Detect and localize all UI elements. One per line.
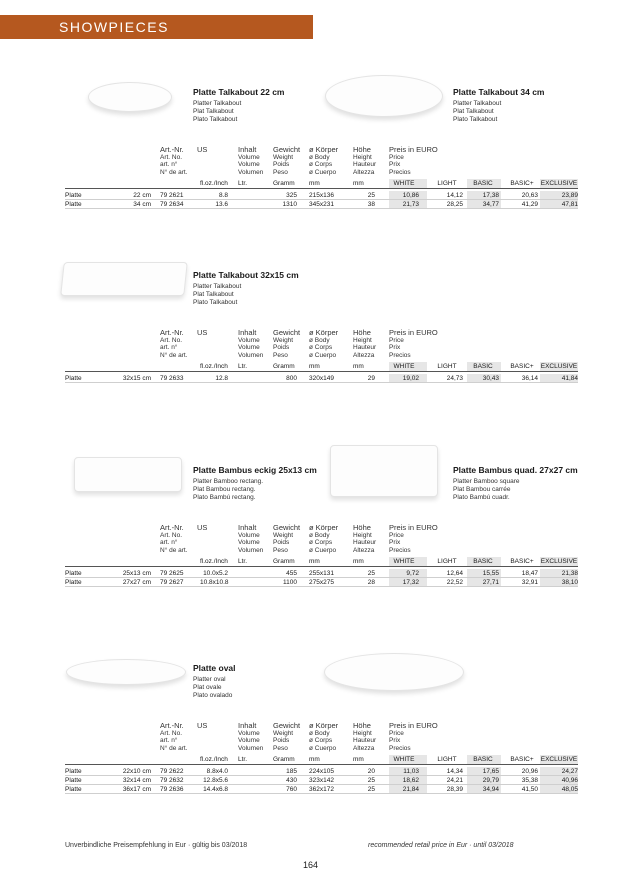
product-image-oval-large bbox=[324, 653, 464, 691]
unit-label: BASIC bbox=[473, 756, 493, 763]
column-header-gewicht: Weight bbox=[273, 531, 294, 539]
column-header-inhalt: Inhalt bbox=[238, 145, 257, 154]
column-header-art: Art.-Nr. bbox=[160, 145, 184, 154]
column-header-koerper: ø Body bbox=[309, 153, 330, 161]
column-header-gewicht: Weight bbox=[273, 729, 294, 737]
table-cell: 9,72 bbox=[406, 570, 419, 577]
table-cell: 20 bbox=[367, 768, 375, 775]
column-header-inhalt: Inhalt bbox=[238, 328, 257, 337]
table-row bbox=[65, 767, 578, 776]
product-image-talkabout-32x15 bbox=[60, 262, 188, 296]
column-header-koerper: ø Cuerpo bbox=[309, 744, 337, 752]
column-header-preis: Price bbox=[389, 531, 404, 539]
column-header-hoehe: Height bbox=[353, 153, 372, 161]
table-cell: 455 bbox=[286, 570, 297, 577]
table-cell: 12.8 bbox=[215, 375, 228, 382]
table-cell: 24,27 bbox=[561, 768, 578, 775]
product-title: Platte Talkabout 22 cm bbox=[193, 87, 285, 97]
column-header-art: Art. No. bbox=[160, 153, 183, 161]
table-cell: 1100 bbox=[283, 579, 297, 586]
column-header-hoehe: Altezza bbox=[353, 168, 375, 176]
column-header-preis: Precios bbox=[389, 546, 411, 554]
column-header-gewicht: Gewicht bbox=[273, 721, 301, 730]
column-header-inhalt: Inhalt bbox=[238, 721, 257, 730]
unit-label: Ltr. bbox=[238, 180, 248, 187]
column-header-hoehe: Hauteur bbox=[353, 161, 377, 168]
column-header-preis: Prix bbox=[389, 737, 401, 744]
unit-label: LIGHT bbox=[437, 756, 457, 763]
column-header-hoehe: Hauteur bbox=[353, 344, 377, 351]
column-header-preis: Price bbox=[389, 336, 404, 344]
table-cell: 325 bbox=[286, 192, 297, 199]
unit-label: mm bbox=[353, 363, 364, 370]
table-cell: 27x27 cm bbox=[122, 579, 151, 586]
table-row bbox=[65, 191, 578, 200]
column-header-hoehe: Height bbox=[353, 729, 372, 737]
table-cell: 36x17 cm bbox=[122, 786, 151, 793]
table-cell: 20,96 bbox=[521, 768, 538, 775]
product-subtitle: Plat Bambou rectang. bbox=[193, 486, 256, 493]
table-cell: 224x105 bbox=[309, 768, 334, 775]
table-cell: 41,29 bbox=[521, 201, 538, 208]
column-header-preis: Precios bbox=[389, 351, 411, 359]
unit-label: LIGHT bbox=[437, 363, 457, 370]
column-header-us: US bbox=[197, 328, 208, 337]
column-header-preis: Precios bbox=[389, 744, 411, 752]
table-cell: 10.0x5.2 bbox=[203, 570, 228, 577]
column-header-inhalt: Volume bbox=[238, 161, 260, 168]
column-header-inhalt: Volume bbox=[238, 344, 260, 351]
product-title: Platte Bambus quad. 27x27 cm bbox=[453, 465, 578, 475]
table-cell: 17,32 bbox=[402, 579, 419, 586]
table-cell: 800 bbox=[286, 375, 297, 382]
section-header bbox=[0, 15, 313, 39]
column-header-preis: Price bbox=[389, 729, 404, 737]
product-subtitle: Platter Talkabout bbox=[453, 100, 502, 107]
table-cell: 24,21 bbox=[446, 777, 463, 784]
table-cell: Platte bbox=[65, 192, 82, 199]
unit-label: WHITE bbox=[393, 180, 415, 187]
column-header-preis: Preis in EURO bbox=[389, 523, 438, 532]
table-cell: 79 2633 bbox=[160, 375, 184, 382]
product-subtitle: Platter oval bbox=[193, 676, 226, 683]
column-header-art: N° de art. bbox=[160, 744, 188, 752]
table-cell: 15,55 bbox=[482, 570, 499, 577]
column-header-preis: Preis in EURO bbox=[389, 328, 438, 337]
table-cell: 255x131 bbox=[309, 570, 334, 577]
table-cell: 79 2622 bbox=[160, 768, 184, 775]
unit-label: EXCLUSIVE bbox=[540, 180, 578, 187]
column-header-koerper: ø Cuerpo bbox=[309, 168, 337, 176]
column-header-us: US bbox=[197, 523, 208, 532]
table-cell: 18,47 bbox=[521, 570, 538, 577]
unit-label: mm bbox=[353, 180, 364, 187]
table-cell: 17,65 bbox=[482, 768, 499, 775]
table-cell: 34,77 bbox=[482, 201, 499, 208]
table-cell: 13.6 bbox=[215, 201, 228, 208]
column-header-gewicht: Gewicht bbox=[273, 145, 301, 154]
units-row bbox=[65, 362, 578, 372]
table-cell: 8.8x4.0 bbox=[206, 768, 228, 775]
product-title: Platte oval bbox=[193, 663, 236, 673]
table-cell: 21,38 bbox=[561, 570, 578, 577]
unit-label: EXCLUSIVE bbox=[540, 756, 578, 763]
unit-label: mm bbox=[309, 180, 320, 187]
unit-label: fl.oz./Inch bbox=[200, 558, 228, 565]
column-header-art: Art.-Nr. bbox=[160, 328, 184, 337]
table-cell: Platte bbox=[65, 570, 82, 577]
column-header-inhalt: Volume bbox=[238, 153, 260, 161]
table-cell: 41,50 bbox=[521, 786, 538, 793]
product-title: Platte Talkabout 34 cm bbox=[453, 87, 545, 97]
table-cell: 8.8 bbox=[218, 192, 228, 199]
table-cell: 22x10 cm bbox=[122, 768, 151, 775]
units-row bbox=[65, 557, 578, 567]
column-header-art: Art.-Nr. bbox=[160, 721, 184, 730]
column-header-hoehe: Höhe bbox=[353, 721, 371, 730]
column-header-gewicht: Gewicht bbox=[273, 523, 301, 532]
column-header-hoehe: Altezza bbox=[353, 744, 375, 752]
column-header-koerper: ø Cuerpo bbox=[309, 546, 337, 554]
product-image-bambus-rect bbox=[74, 457, 182, 492]
footer-price-note: Unverbindliche Preisempfehlung in Eur · gültig bis 03/2018 bbox=[65, 842, 248, 849]
column-header-preis: Prix bbox=[389, 344, 401, 351]
table-cell: 79 2625 bbox=[160, 570, 184, 577]
table-cell: 29 bbox=[367, 375, 375, 382]
column-header-gewicht: Peso bbox=[273, 744, 288, 752]
column-header-koerper: ø Body bbox=[309, 336, 330, 344]
column-header-inhalt: Volumen bbox=[238, 168, 264, 176]
table-cell: Platte bbox=[65, 786, 82, 793]
product-subtitle: Plat ovale bbox=[193, 684, 222, 691]
column-header-inhalt: Volumen bbox=[238, 351, 264, 359]
column-header-art: N° de art. bbox=[160, 351, 188, 359]
unit-label: Ltr. bbox=[238, 363, 248, 370]
column-header-preis: Price bbox=[389, 153, 404, 161]
product-image-oval-small bbox=[66, 659, 186, 685]
table-cell: 20,63 bbox=[521, 192, 538, 199]
table-cell: 79 2634 bbox=[160, 201, 184, 208]
unit-label: Gramm bbox=[273, 363, 295, 370]
column-header-koerper: ø Corps bbox=[309, 161, 333, 168]
unit-label: WHITE bbox=[393, 363, 415, 370]
table-cell: 28 bbox=[367, 579, 375, 586]
unit-label: LIGHT bbox=[437, 558, 457, 565]
product-subtitle: Plato ovalado bbox=[193, 692, 233, 699]
table-cell: 38 bbox=[367, 201, 375, 208]
table-cell: 14.4x6.8 bbox=[203, 786, 228, 793]
table-cell: 23,89 bbox=[561, 192, 578, 199]
column-header-art: Art. No. bbox=[160, 336, 183, 344]
column-header-art: Art. No. bbox=[160, 729, 183, 737]
table-cell: 21,84 bbox=[402, 786, 419, 793]
table-cell: 19,02 bbox=[402, 375, 419, 382]
table-cell: 12.8x5.6 bbox=[203, 777, 228, 784]
table-cell: 24,73 bbox=[446, 375, 463, 382]
product-subtitle: Plato Talkabout bbox=[453, 116, 498, 123]
column-header-gewicht: Peso bbox=[273, 168, 288, 176]
column-header-koerper: ø Corps bbox=[309, 539, 333, 546]
column-header-preis: Preis in EURO bbox=[389, 721, 438, 730]
column-header-preis: Prix bbox=[389, 161, 401, 168]
table-cell: 25 bbox=[367, 777, 375, 784]
table-cell: 47,81 bbox=[561, 201, 578, 208]
unit-label: Ltr. bbox=[238, 756, 248, 763]
table-cell: 185 bbox=[286, 768, 297, 775]
column-header-preis: Prix bbox=[389, 539, 401, 546]
table-cell: 28,39 bbox=[446, 786, 463, 793]
table-cell: 10,86 bbox=[402, 192, 419, 199]
column-header-hoehe: Höhe bbox=[353, 328, 371, 337]
column-header-preis: Preis in EURO bbox=[389, 145, 438, 154]
table-cell: Platte bbox=[65, 375, 82, 382]
unit-label: BASIC bbox=[473, 180, 493, 187]
column-header-hoehe: Altezza bbox=[353, 351, 375, 359]
table-cell: 25 bbox=[367, 192, 375, 199]
unit-label: WHITE bbox=[393, 756, 415, 763]
unit-label: Ltr. bbox=[238, 558, 248, 565]
unit-label: BASIC+ bbox=[510, 756, 534, 763]
table-cell: 362x172 bbox=[309, 786, 334, 793]
product-subtitle: Plato Talkabout bbox=[193, 299, 238, 306]
table-cell: 21,73 bbox=[402, 201, 419, 208]
table-cell: 79 2627 bbox=[160, 579, 184, 586]
column-header-gewicht: Gewicht bbox=[273, 328, 301, 337]
column-header-inhalt: Volume bbox=[238, 336, 260, 344]
unit-label: mm bbox=[309, 363, 320, 370]
product-subtitle: Plat Bambou carrée bbox=[453, 486, 511, 493]
column-header-koerper: ø Körper bbox=[309, 328, 339, 337]
table-cell: 79 2621 bbox=[160, 192, 184, 199]
table-row bbox=[65, 569, 578, 578]
unit-label: BASIC bbox=[473, 558, 493, 565]
column-header-inhalt: Inhalt bbox=[238, 523, 257, 532]
column-header-koerper: ø Body bbox=[309, 729, 330, 737]
column-header-hoehe: Hauteur bbox=[353, 737, 377, 744]
product-title: Platte Bambus eckig 25x13 cm bbox=[193, 465, 317, 475]
table-cell: 430 bbox=[286, 777, 297, 784]
table-cell: 79 2636 bbox=[160, 786, 184, 793]
column-header-hoehe: Hauteur bbox=[353, 539, 377, 546]
unit-label: BASIC bbox=[473, 363, 493, 370]
column-header-art: art. n° bbox=[160, 161, 178, 168]
column-header-art: art. n° bbox=[160, 737, 178, 744]
column-header-art: N° de art. bbox=[160, 168, 188, 176]
table-cell: 345x231 bbox=[309, 201, 334, 208]
table-cell: 320x149 bbox=[309, 375, 334, 382]
column-header-art: art. n° bbox=[160, 344, 178, 351]
unit-label: fl.oz./Inch bbox=[200, 363, 228, 370]
table-row bbox=[65, 785, 578, 794]
footer-price-note-en: recommended retail price in Eur · until 03/2018 bbox=[368, 842, 514, 849]
table-cell: 38,10 bbox=[561, 579, 578, 586]
product-subtitle: Platter Talkabout bbox=[193, 283, 242, 290]
product-subtitle: Plat Talkabout bbox=[193, 291, 234, 298]
column-header-koerper: ø Körper bbox=[309, 523, 339, 532]
table-cell: 25 bbox=[367, 570, 375, 577]
table-cell: 32,91 bbox=[521, 579, 538, 586]
table-cell: 12,64 bbox=[446, 570, 463, 577]
table-cell: 323x142 bbox=[309, 777, 334, 784]
column-header-inhalt: Volumen bbox=[238, 744, 264, 752]
unit-label: Gramm bbox=[273, 756, 295, 763]
table-cell: 32x14 cm bbox=[122, 777, 151, 784]
unit-label: mm bbox=[353, 558, 364, 565]
unit-label: EXCLUSIVE bbox=[540, 363, 578, 370]
table-cell: Platte bbox=[65, 579, 82, 586]
column-header-inhalt: Volume bbox=[238, 729, 260, 737]
unit-label: EXCLUSIVE bbox=[540, 558, 578, 565]
table-row bbox=[65, 578, 578, 587]
table-cell: 22,52 bbox=[446, 579, 463, 586]
unit-label: BASIC+ bbox=[510, 363, 534, 370]
table-cell: 34,94 bbox=[482, 786, 499, 793]
column-header-preis: Precios bbox=[389, 168, 411, 176]
column-header-us: US bbox=[197, 721, 208, 730]
column-header-gewicht: Peso bbox=[273, 546, 288, 554]
unit-label: BASIC+ bbox=[510, 180, 534, 187]
product-image-talkabout-34 bbox=[325, 75, 443, 117]
column-header-gewicht: Weight bbox=[273, 153, 294, 161]
product-image-bambus-square bbox=[330, 445, 438, 497]
column-header-hoehe: Höhe bbox=[353, 145, 371, 154]
product-subtitle: Platter Bamboo square bbox=[453, 478, 520, 485]
column-header-koerper: ø Corps bbox=[309, 737, 333, 744]
product-subtitle: Platter Talkabout bbox=[193, 100, 242, 107]
units-row bbox=[65, 755, 578, 765]
table-cell: 14,34 bbox=[446, 768, 463, 775]
column-header-gewicht: Peso bbox=[273, 351, 288, 359]
product-subtitle: Plat Talkabout bbox=[193, 108, 234, 115]
table-cell: 30,43 bbox=[482, 375, 499, 382]
product-image-talkabout-22 bbox=[88, 82, 172, 112]
unit-label: mm bbox=[353, 756, 364, 763]
product-title: Platte Talkabout 32x15 cm bbox=[193, 270, 299, 280]
table-cell: 32x15 cm bbox=[122, 375, 151, 382]
column-header-art: Art. No. bbox=[160, 531, 183, 539]
table-row bbox=[65, 374, 578, 383]
table-cell: 22 cm bbox=[133, 192, 151, 199]
table-cell: 36,14 bbox=[521, 375, 538, 382]
table-cell: 40,96 bbox=[561, 777, 578, 784]
table-cell: Platte bbox=[65, 768, 82, 775]
page-number: 164 bbox=[302, 860, 319, 870]
column-header-gewicht: Poids bbox=[273, 344, 290, 351]
table-cell: 34 cm bbox=[133, 201, 151, 208]
column-header-hoehe: Height bbox=[353, 531, 372, 539]
column-header-koerper: ø Body bbox=[309, 531, 330, 539]
table-cell: 10.8x10.8 bbox=[200, 579, 229, 586]
table-cell: 48,05 bbox=[561, 786, 578, 793]
column-header-gewicht: Poids bbox=[273, 161, 290, 168]
column-header-hoehe: Height bbox=[353, 336, 372, 344]
section-title: SHOWPIECES bbox=[59, 19, 169, 35]
column-header-us: US bbox=[197, 145, 208, 154]
table-cell: 275x275 bbox=[309, 579, 334, 586]
product-subtitle: Plato Bambú cuadr. bbox=[453, 494, 510, 501]
table-cell: 41,84 bbox=[561, 375, 578, 382]
table-cell: 25 bbox=[367, 786, 375, 793]
column-header-gewicht: Poids bbox=[273, 737, 290, 744]
table-cell: 215x136 bbox=[309, 192, 334, 199]
unit-label: fl.oz./Inch bbox=[200, 180, 228, 187]
table-cell: 25x13 cm bbox=[122, 570, 151, 577]
table-cell: 1310 bbox=[282, 201, 297, 208]
table-cell: 79 2632 bbox=[160, 777, 184, 784]
column-header-hoehe: Altezza bbox=[353, 546, 375, 554]
product-subtitle: Plato Talkabout bbox=[193, 116, 238, 123]
unit-label: Gramm bbox=[273, 558, 295, 565]
table-cell: 27,71 bbox=[482, 579, 499, 586]
unit-label: mm bbox=[309, 558, 320, 565]
product-subtitle: Plato Bambú rectang. bbox=[193, 494, 256, 501]
unit-label: mm bbox=[309, 756, 320, 763]
column-header-inhalt: Volume bbox=[238, 737, 260, 744]
table-row bbox=[65, 776, 578, 785]
column-header-art: Art.-Nr. bbox=[160, 523, 184, 532]
unit-label: LIGHT bbox=[437, 180, 457, 187]
table-cell: 760 bbox=[286, 786, 297, 793]
table-cell: 17,38 bbox=[482, 192, 499, 199]
table-cell: 11,03 bbox=[403, 768, 419, 775]
unit-label: WHITE bbox=[393, 558, 415, 565]
column-header-art: art. n° bbox=[160, 539, 178, 546]
table-cell: 35,38 bbox=[521, 777, 538, 784]
unit-label: Gramm bbox=[273, 180, 295, 187]
table-cell: 18,62 bbox=[402, 777, 419, 784]
table-cell: 28,25 bbox=[446, 201, 463, 208]
column-header-koerper: ø Körper bbox=[309, 145, 339, 154]
unit-label: fl.oz./Inch bbox=[200, 756, 228, 763]
column-header-inhalt: Volumen bbox=[238, 546, 264, 554]
table-cell: 29,79 bbox=[482, 777, 499, 784]
column-header-hoehe: Höhe bbox=[353, 523, 371, 532]
column-header-inhalt: Volume bbox=[238, 531, 260, 539]
column-header-art: N° de art. bbox=[160, 546, 188, 554]
unit-label: BASIC+ bbox=[510, 558, 534, 565]
table-cell: Platte bbox=[65, 777, 82, 784]
column-header-inhalt: Volume bbox=[238, 539, 260, 546]
table-cell: 14,12 bbox=[446, 192, 463, 199]
column-header-gewicht: Poids bbox=[273, 539, 290, 546]
table-row bbox=[65, 200, 578, 209]
column-header-koerper: ø Cuerpo bbox=[309, 351, 337, 359]
column-header-koerper: ø Corps bbox=[309, 344, 333, 351]
column-header-gewicht: Weight bbox=[273, 336, 294, 344]
units-row bbox=[65, 179, 578, 189]
table-cell: Platte bbox=[65, 201, 82, 208]
product-subtitle: Platter Bamboo rectang. bbox=[193, 478, 264, 485]
product-subtitle: Plat Talkabout bbox=[453, 108, 494, 115]
column-header-koerper: ø Körper bbox=[309, 721, 339, 730]
